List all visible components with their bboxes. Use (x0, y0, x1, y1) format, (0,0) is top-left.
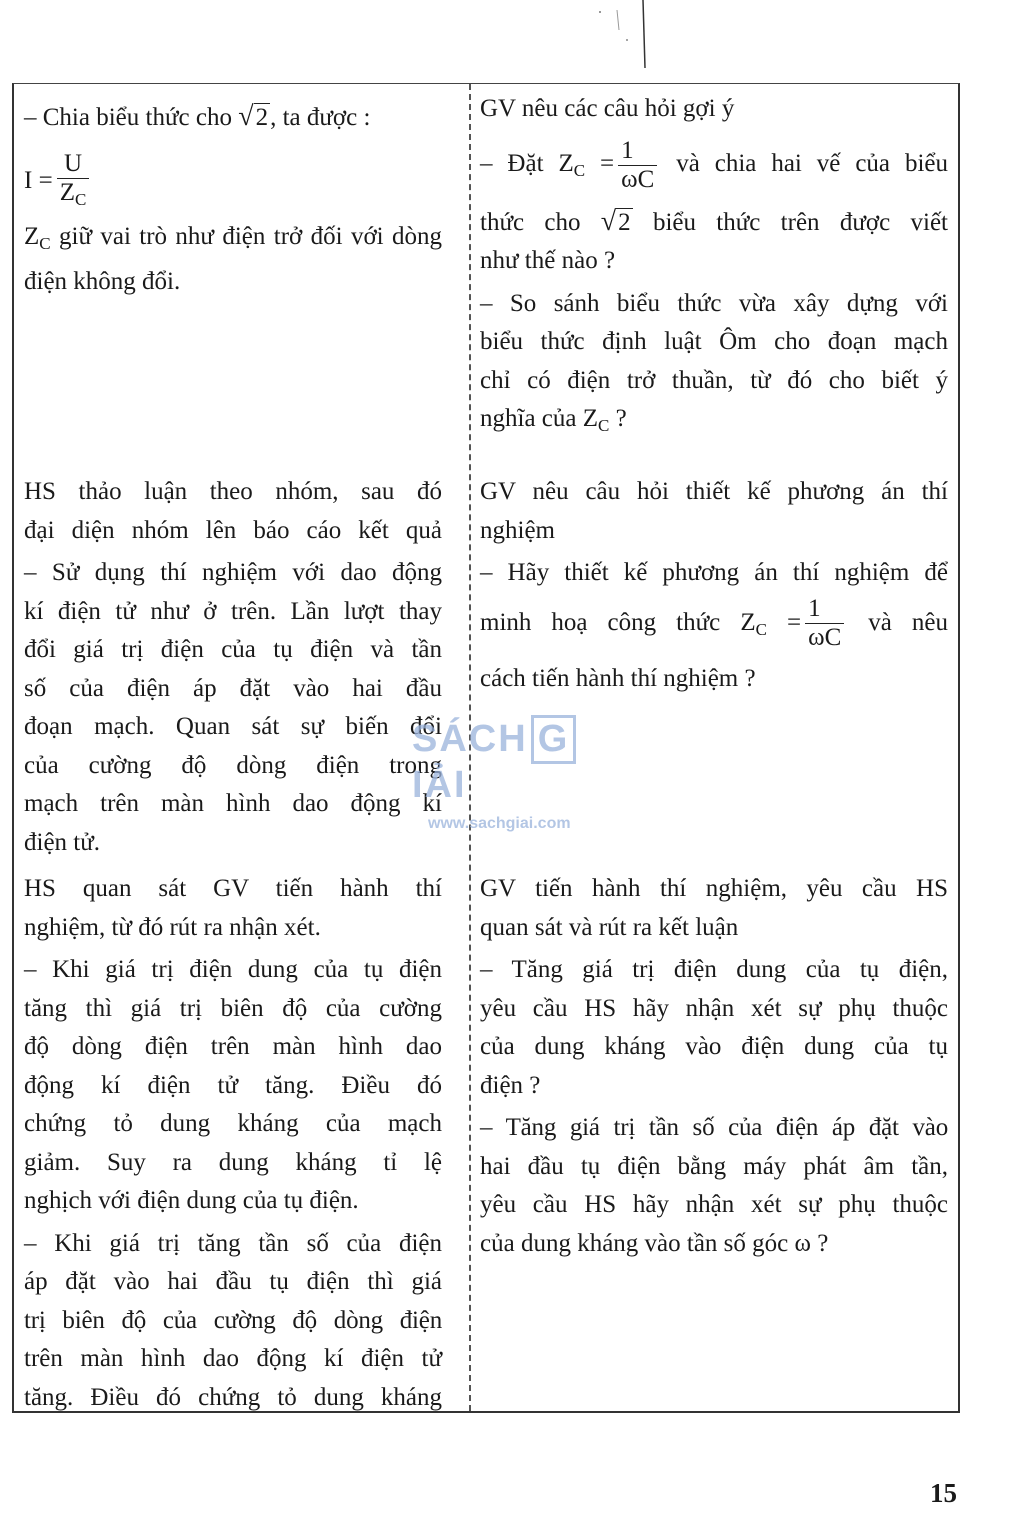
watermark-logo (412, 715, 622, 807)
right-b2-line: – Hãy thiết kế phương án thí nghiệm để (480, 559, 948, 586)
z-letter: Z (59, 178, 75, 206)
left-b3-line: chứng tỏ dung kháng của mạch (24, 1110, 442, 1137)
right-b3-line: điện ? (480, 1071, 541, 1099)
left-b3-line: trên màn hình dao động kí điện tử (24, 1345, 442, 1372)
right-block-2 (480, 473, 948, 698)
right-dat-text: – Đặt (480, 149, 544, 177)
left-b2-line: điện tử. (24, 828, 101, 856)
left-b3-line: áp đặt vào hai đầu tụ điện thì giá (24, 1268, 442, 1295)
z-subscript: C (755, 619, 767, 639)
left-b2-line: số của điện áp đặt vào hai đầu (24, 674, 442, 702)
watermark-logo-box: G (531, 715, 577, 764)
left-b2-line: đổi giá trị điện của tụ điện và tần (24, 636, 442, 663)
right-b3-line: GV tiến hành thí nghiệm, yêu cầu HS (480, 875, 948, 902)
zc-fraction (805, 595, 844, 652)
left-block-1 (24, 98, 442, 302)
sqrt-expression: √2 (238, 101, 269, 132)
left-b3-line: động kí điện tử tăng. Điều đó (24, 1071, 442, 1099)
right-b1-last-pre: nghĩa của (480, 405, 577, 433)
fraction-numerator: 1 (618, 137, 657, 166)
watermark-logo-right: IẢI (412, 764, 467, 806)
left-b2-line: – Sử dụng thí nghiệm với dao động (24, 559, 442, 586)
left-block-2 (24, 473, 442, 862)
right-b1-line: biểu thức định luật Ôm cho đoạn mạch (480, 328, 948, 356)
left-b2-line: HS thảo luận theo nhóm, sau đó (24, 478, 442, 505)
sqrt-expression: √2 (600, 205, 631, 237)
right-b3-line: yêu cầu HS hãy nhận xét sự phụ thuộc (480, 994, 948, 1022)
formula-I-denominator (57, 179, 90, 214)
zc-symbol (582, 405, 610, 436)
right-b3-line: yêu cầu HS hãy nhận xét sự phụ thuộc (480, 1191, 948, 1218)
zc-symbol (558, 149, 586, 180)
right-b1-line: chỉ có điện trở thuần, từ đó cho biết ý (480, 366, 948, 394)
z-letter: Z (740, 608, 756, 636)
left-b2-line: đoạn mạch. Quan sát sự biến đổi (24, 713, 442, 740)
z-letter: Z (582, 405, 599, 433)
equals-sign: = (600, 149, 615, 177)
question-mark: ? (615, 405, 627, 433)
left-b3-line: – Khi giá trị điện dung của tụ điện (24, 956, 442, 983)
left-b1-text: giữ vai trò như điện trở đối với dòng điện không đổi. (24, 222, 442, 295)
right-b2-formula-post: và nêu (868, 608, 949, 636)
right-b2-last-line: cách tiến hành thí nghiệm ? (480, 664, 756, 692)
left-b2-line: kí điện tử như ở trên. Lần lượt thay (24, 597, 442, 625)
left-b3-line: độ dòng điện trên màn hình dao (24, 1033, 442, 1060)
right-b1-last-line (480, 400, 948, 446)
zc-fraction (618, 137, 657, 194)
right-b3-line: – Tăng giá trị tần số của điện áp đặt vào (480, 1114, 948, 1141)
left-block-3 (24, 870, 442, 1417)
z-letter: Z (558, 149, 574, 177)
watermark-url: www.sachgiai.com (428, 815, 571, 832)
left-b3-line: – Khi giá trị tăng tần số của điện (24, 1229, 442, 1257)
right-b1-line3-pre: thức cho (480, 208, 581, 236)
z-subscript: C (573, 160, 586, 180)
right-b1-line3-post: biểu thức trên được viết (652, 208, 948, 236)
left-b1-line1-post: , ta được : (270, 104, 371, 131)
equals-sign: = (787, 608, 802, 636)
left-b3-line: giảm. Suy ra dung kháng tỉ lệ (24, 1148, 442, 1176)
formula-I-equals-U-over-ZC (24, 150, 442, 214)
formula-I-fraction (57, 150, 90, 214)
left-b2-line: đại diện nhóm lên báo cáo kết quả (24, 516, 442, 544)
right-b2-line: GV nêu câu hỏi thiết kế phương án thí (480, 478, 948, 505)
z-subscript: C (39, 233, 51, 253)
right-b1-line1: GV nêu các câu hỏi gợi ý (480, 95, 735, 122)
z-subscript: C (598, 416, 610, 436)
right-b1-line3 (480, 203, 948, 243)
watermark-logo-left: SÁCH (412, 718, 528, 760)
left-b3-line: tăng thì giá trị biên độ của cường (24, 994, 442, 1022)
sqrt-value: 2 (618, 208, 631, 236)
right-block-1 (480, 90, 948, 446)
right-b2-line: nghiệm (480, 516, 555, 544)
left-b3-line: HS quan sát GV tiến hành thí (24, 875, 442, 902)
zc-symbol (24, 222, 51, 253)
page-number: 15 (930, 1478, 957, 1508)
left-b3-line: tăng. Điều đó chứng tỏ dung kháng (24, 1383, 442, 1411)
right-b1-line4: như thế nào ? (480, 247, 616, 275)
left-b2-line: của cường độ dòng điện trong (24, 751, 442, 779)
right-b2-formula-line (480, 593, 948, 660)
right-b3-line: hai đầu tụ điện bằng máy phát âm tần, (480, 1152, 948, 1180)
right-b2-formula-pre: minh hoạ công thức (480, 608, 721, 636)
right-block-3 (480, 870, 948, 1263)
right-b3-line: của dung kháng vào tần số góc ω ? (480, 1229, 829, 1257)
fraction-denominator: ωC (621, 165, 655, 193)
scan-artifact-mark (575, 0, 655, 70)
right-b3-line: – Tăng giá trị điện dung của tụ điện, (480, 956, 948, 983)
right-b1-line: – So sánh biểu thức vừa xây dựng với (480, 289, 948, 317)
left-b1-line1-pre: – Chia biểu thức cho (24, 104, 232, 131)
right-b1-line2 (480, 137, 948, 195)
right-b3-line: của dung kháng vào điện dung của tụ (480, 1033, 948, 1060)
left-b3-line: nghiệm, từ đó rút ra nhận xét. (24, 913, 321, 941)
formula-I-numerator: U (57, 150, 90, 179)
fraction-numerator: 1 (805, 595, 844, 624)
right-b1-line2-post: và chia hai vế của biểu (676, 149, 948, 177)
left-b3-line: nghịch với điện dung của tụ điện. (24, 1187, 359, 1214)
z-letter: Z (24, 222, 40, 250)
left-b2-line: mạch trên màn hình dao động kí (24, 790, 442, 817)
formula-I-lhs: I = (24, 167, 53, 195)
sachgiai-watermark (412, 715, 622, 832)
sqrt-value: 2 (255, 104, 269, 131)
right-b3-line: quan sát và rút ra kết luận (480, 913, 739, 941)
fraction-denominator: ωC (808, 624, 842, 652)
left-b3-line: trị biên độ của cường độ dòng điện (24, 1306, 442, 1334)
z-subscript: C (74, 189, 87, 209)
